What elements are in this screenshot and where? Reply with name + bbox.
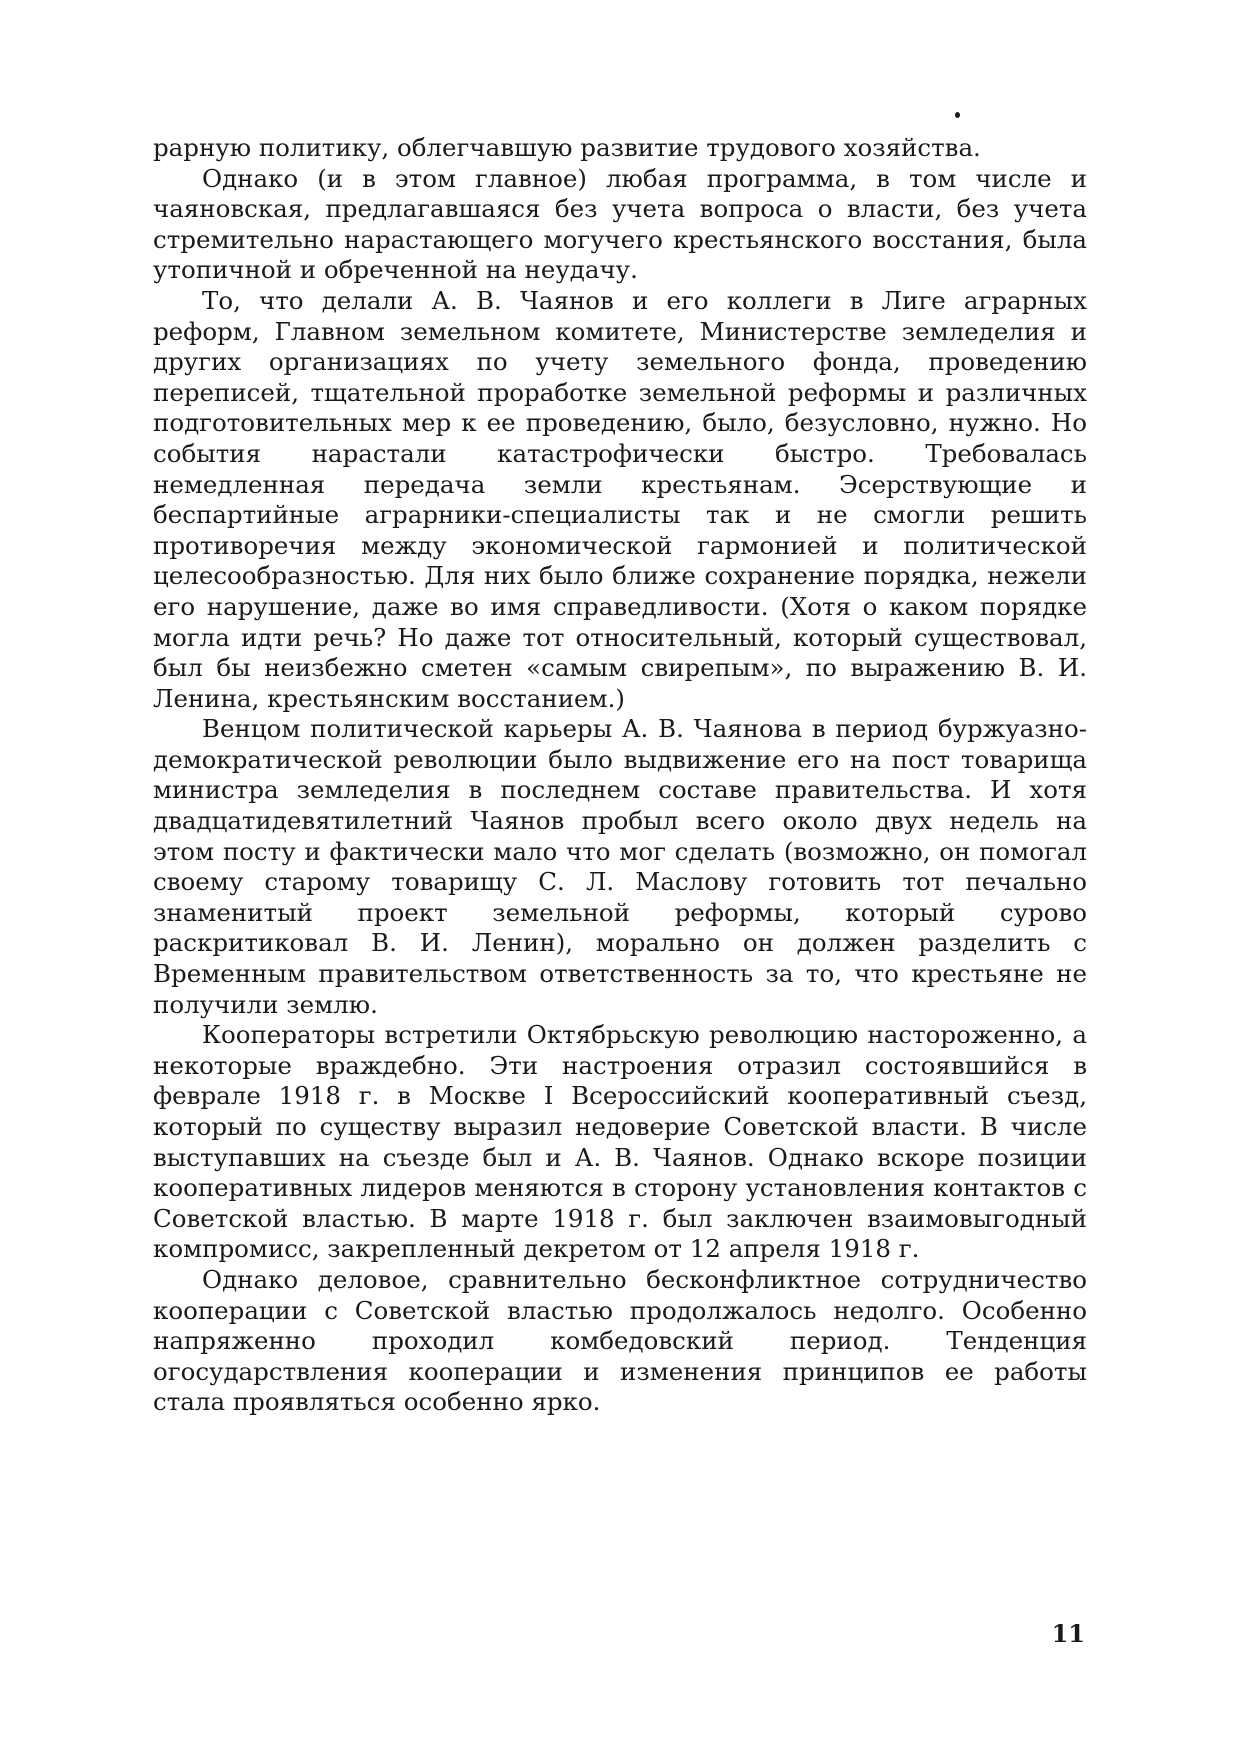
- print-speck: [955, 112, 960, 118]
- paragraph: Однако (и в этом главное) любая программа, в том числе и чаяновская, предлагавшаяся без учета вопроса о власти, без учета стремительно нарастающего могучего крестьянского восстания, была утопичной и обреченной на неудачу.: [153, 163, 1087, 285]
- paragraph-continuation: рарную политику, облегчавшую развитие трудового хозяйства.: [153, 133, 981, 162]
- paragraph: Однако деловое, сравнительно бесконфликтное сотрудничество кооперации с Советской властью продолжалось недолго. Особенно напряженно проходил комбедовский период. Тенденция огосударствления кооперации и изменения принципов ее работы стала проявляться особенно ярко.: [153, 1264, 1087, 1417]
- paragraph: То, что делали А. В. Чаянов и его коллеги в Лиге аграрных реформ, Главном земельном комитете, Министерстве земледелия и других организациях по учету земельного фонда, проведению переписей, тщательной проработке земельной реформы и различных подготовительных мер к ее проведению, было, безусловно, нужно. Но события нарастали катастрофически быстро. Требовалась немедленная передача земли крестьянам. Эсерствующие и беспартийные аграрники-специалисты так и не смогли решить противоречия между экономической гармонией и политической целесообразностью. Для них было ближе сохранение порядка, нежели его нарушение, даже во имя справедливости. (Хотя о каком порядке могла идти речь? Но даже тот относительный, который существовал, был бы неизбежно сметен «самым свирепым», по выражению В. И. Ленина, крестьянским восстанием.): [153, 285, 1087, 713]
- paragraph: Кооператоры встретили Октябрьскую революцию настороженно, а некоторые враждебно. Эти настроения отразил состоявшийся в феврале 1918 г. в Москве I Всероссийский кооперативный съезд, который по существу выразил недоверие Советской власти. В числе выступавших на съезде был и А. В. Чаянов. Однако вскоре позиции кооперативных лидеров меняются в сторону установления контактов с Советской властью. В марте 1918 г. был заключен взаимовыгодный компромисс, закрепленный декретом от 12 апреля 1918 г.: [153, 1020, 1087, 1264]
- paragraph: Венцом политической карьеры А. В. Чаянова в период буржуазно-демократической революции было выдвижение его на пост товарища министра земледелия в последнем составе правительства. И хотя двадцатидевятилетний Чаянов пробыл всего около двух недель на этом посту и фактически мало что мог сделать (возможно, он помогал своему старому товарищу С. Л. Маслову готовить тот печально знаменитый проект земельной реформы, который сурово раскритиковал В. И. Ленин), морально он должен разделить с Временным правительством ответственность за то, что крестьяне не получили землю.: [153, 714, 1087, 1019]
- body-text: [153, 133, 1087, 1418]
- page-number: 11: [1051, 1619, 1085, 1648]
